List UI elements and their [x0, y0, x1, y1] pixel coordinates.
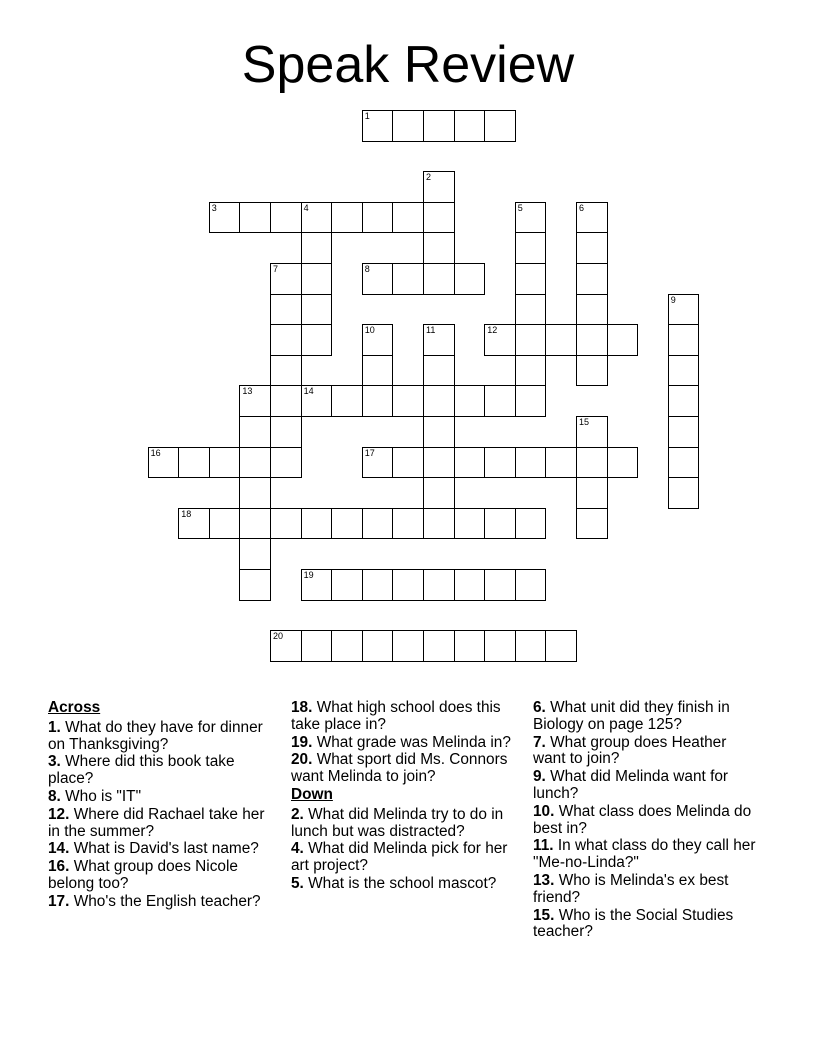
grid-cell[interactable] [270, 447, 302, 479]
grid-cell[interactable] [454, 508, 486, 540]
grid-cell[interactable] [392, 202, 424, 234]
grid-cell[interactable] [301, 630, 333, 662]
cell-number: 11 [426, 325, 436, 336]
grid-cell[interactable] [270, 355, 302, 387]
cell-number: 6 [579, 202, 585, 213]
clue-down-10: 10. What class does Melinda do best in? [533, 802, 752, 837]
grid-cell[interactable] [484, 385, 516, 417]
grid-cell[interactable] [209, 202, 241, 234]
grid-cell[interactable] [515, 232, 547, 264]
clue-down-2: 2. What did Melinda try to do in lunch but was distracted? [291, 805, 504, 840]
clue-across-17: 17. Who's the English teacher? [48, 892, 261, 910]
grid-cell[interactable] [515, 385, 547, 417]
grid-cell[interactable] [423, 508, 455, 540]
clues-column-3 [533, 700, 758, 942]
grid-cell[interactable] [576, 355, 608, 387]
grid-cell[interactable] [668, 447, 700, 479]
grid-cell[interactable] [668, 416, 700, 448]
clue-down-7: 7. What group does Heather want to join? [533, 733, 727, 768]
grid-cell[interactable] [484, 324, 516, 356]
grid-cell[interactable] [545, 324, 577, 356]
grid-cell[interactable] [576, 294, 608, 326]
grid-cell[interactable] [301, 324, 333, 356]
grid-cell[interactable] [270, 263, 302, 295]
cell-number: 4 [303, 202, 309, 213]
clue-across-12: 12. Where did Rachael take her in the summer? [48, 805, 265, 840]
cell-number: 10 [364, 325, 375, 336]
grid-cell[interactable] [148, 447, 180, 479]
clue-down-9: 9. What did Melinda want for lunch? [533, 768, 729, 802]
grid-cell[interactable] [270, 385, 302, 417]
clue-down-13: 13. Who is Melinda's ex best friend? [533, 871, 729, 906]
grid-cell[interactable] [178, 508, 210, 540]
clues-column-2 [291, 700, 523, 894]
grid-cell[interactable] [668, 477, 700, 509]
grid-cell[interactable] [362, 508, 394, 540]
grid-cell[interactable] [423, 202, 455, 234]
grid-cell[interactable] [423, 110, 455, 142]
cell-number: 18 [181, 508, 192, 519]
grid-cell[interactable] [239, 477, 271, 509]
grid-cell[interactable] [270, 416, 302, 448]
grid-cell[interactable] [362, 110, 394, 142]
clue-across-20: 20. What sport did Ms. Connors want Melinda to join? [291, 751, 508, 786]
grid-cell[interactable] [576, 447, 608, 479]
grid-cell[interactable] [668, 294, 700, 326]
grid-cell[interactable] [576, 263, 608, 295]
cell-number: 14 [303, 386, 314, 397]
grid-cell[interactable] [668, 355, 700, 387]
grid-cell[interactable] [607, 324, 639, 356]
grid-cell[interactable] [454, 630, 486, 662]
grid-cell[interactable] [423, 385, 455, 417]
clue-across-1: 1. What do they have for dinner on Thanksgiving? [48, 718, 263, 753]
grid-cell[interactable] [239, 385, 271, 417]
clue-down-4: 4. What did Melinda pick for her art project? [291, 840, 508, 875]
grid-cell[interactable] [484, 447, 516, 479]
grid-cell[interactable] [484, 110, 516, 142]
grid-cell[interactable] [331, 569, 363, 601]
grid-cell[interactable] [668, 324, 700, 356]
grid-cell[interactable] [178, 447, 210, 479]
grid-cell[interactable] [301, 263, 333, 295]
grid-cell[interactable] [576, 202, 608, 234]
clue-down-6: 6. What unit did they finish in Biology on page 125? [533, 699, 730, 733]
grid-cell[interactable] [423, 263, 455, 295]
down-heading: Down [291, 785, 333, 803]
grid-cell[interactable] [515, 569, 547, 601]
cell-number: 1 [364, 111, 370, 121]
cell-number: 7 [273, 264, 279, 274]
grid-cell[interactable] [331, 508, 363, 540]
grid-cell[interactable] [515, 508, 547, 540]
grid-cell[interactable] [454, 385, 486, 417]
grid-cell[interactable] [392, 447, 424, 479]
cell-number: 12 [487, 325, 498, 336]
grid-cell[interactable] [362, 263, 394, 295]
grid-cell[interactable] [423, 324, 455, 356]
grid-cell[interactable] [362, 569, 394, 601]
clue-across-16: 16. What group does Nicole belong too? [48, 858, 238, 892]
grid-cell[interactable] [515, 294, 547, 326]
cell-number: 17 [364, 447, 375, 458]
grid-cell[interactable] [362, 385, 394, 417]
grid-cell[interactable] [423, 232, 455, 264]
grid-cell[interactable] [392, 508, 424, 540]
grid-cell[interactable] [362, 324, 394, 356]
grid-cell[interactable] [301, 508, 333, 540]
grid-cell[interactable] [515, 447, 547, 479]
grid-cell[interactable] [454, 569, 486, 601]
cell-number: 15 [579, 417, 590, 427]
cell-number: 9 [670, 294, 676, 305]
grid-cell[interactable] [301, 232, 333, 264]
grid-cell[interactable] [301, 294, 333, 326]
grid-cell[interactable] [607, 447, 639, 479]
grid-cell[interactable] [515, 202, 547, 234]
grid-cell[interactable] [515, 263, 547, 295]
clue-across-19: 19. What grade was Melinda in? [291, 733, 511, 751]
grid-cell[interactable] [392, 385, 424, 417]
grid-cell[interactable] [331, 202, 363, 234]
grid-cell[interactable] [668, 385, 700, 417]
grid-cell[interactable] [545, 630, 577, 662]
grid-cell[interactable] [301, 385, 333, 417]
grid-cell[interactable] [515, 355, 547, 387]
clue-down-11: 11. In what class do they call her "Me-no-Linda?" [533, 837, 756, 872]
grid-cell[interactable] [576, 324, 608, 356]
across-heading: Across [48, 699, 101, 716]
grid-cell[interactable] [270, 202, 302, 234]
grid-cell[interactable] [362, 630, 394, 662]
cell-number: 13 [242, 386, 253, 397]
grid-cell[interactable] [576, 416, 608, 448]
grid-cell[interactable] [362, 447, 394, 479]
grid-cell[interactable] [331, 630, 363, 662]
grid-cell[interactable] [576, 232, 608, 264]
grid-cell[interactable] [392, 569, 424, 601]
grid-cell[interactable] [423, 447, 455, 479]
grid-cell[interactable] [454, 447, 486, 479]
grid-cell[interactable] [545, 447, 577, 479]
grid-cell[interactable] [209, 508, 241, 540]
grid-cell[interactable] [454, 263, 486, 295]
grid-cell[interactable] [209, 447, 241, 479]
grid-cell[interactable] [239, 569, 271, 601]
grid-cell[interactable] [270, 630, 302, 662]
grid-cell[interactable] [239, 202, 271, 234]
grid-cell[interactable] [392, 630, 424, 662]
clue-down-15: 15. Who is the Social Studies teacher? [533, 906, 734, 941]
clue-across-3: 3. Where did this book take place? [48, 753, 235, 788]
grid-cell[interactable] [454, 110, 486, 142]
grid-cell[interactable] [423, 477, 455, 509]
cell-number: 2 [426, 172, 432, 183]
grid-cell[interactable] [515, 324, 547, 356]
grid-cell[interactable] [331, 385, 363, 417]
grid-cell[interactable] [423, 630, 455, 662]
grid-cell[interactable] [239, 538, 271, 570]
grid-cell[interactable] [484, 630, 516, 662]
grid-cell[interactable] [270, 324, 302, 356]
grid-cell[interactable] [301, 202, 333, 234]
grid-cell[interactable] [239, 508, 271, 540]
grid-cell[interactable] [392, 110, 424, 142]
clue-across-14: 14. What is David's last name? [48, 840, 259, 858]
cell-number: 5 [517, 202, 523, 213]
grid-cell[interactable] [270, 508, 302, 540]
grid-cell[interactable] [576, 477, 608, 509]
grid-cell[interactable] [423, 416, 455, 448]
clue-down-5: 5. What is the school mascot? [291, 874, 497, 892]
grid-cell[interactable] [239, 447, 271, 479]
grid-cell[interactable] [270, 294, 302, 326]
cell-number: 20 [273, 631, 284, 642]
grid-cell[interactable] [576, 508, 608, 540]
grid-cell[interactable] [423, 171, 455, 203]
clue-across-18: 18. What high school does this take place in? [291, 699, 501, 733]
grid-cell[interactable] [515, 630, 547, 662]
grid-cell[interactable] [362, 202, 394, 234]
cell-number: 19 [303, 570, 314, 580]
grid-cell[interactable] [423, 569, 455, 601]
grid-cell[interactable] [423, 355, 455, 387]
cell-number: 3 [211, 202, 217, 213]
grid-cell[interactable] [484, 508, 516, 540]
grid-cell[interactable] [392, 263, 424, 295]
grid-cell[interactable] [301, 569, 333, 601]
grid-cell[interactable] [362, 355, 394, 387]
grid-cell[interactable] [484, 569, 516, 601]
clues-column-1 [48, 700, 273, 912]
puzzle-title: Speak Review [241, 36, 575, 94]
clue-across-8: 8. Who is "IT" [48, 787, 142, 805]
cell-number: 16 [150, 447, 161, 458]
grid-cell[interactable] [239, 416, 271, 448]
cell-number: 8 [364, 264, 370, 274]
